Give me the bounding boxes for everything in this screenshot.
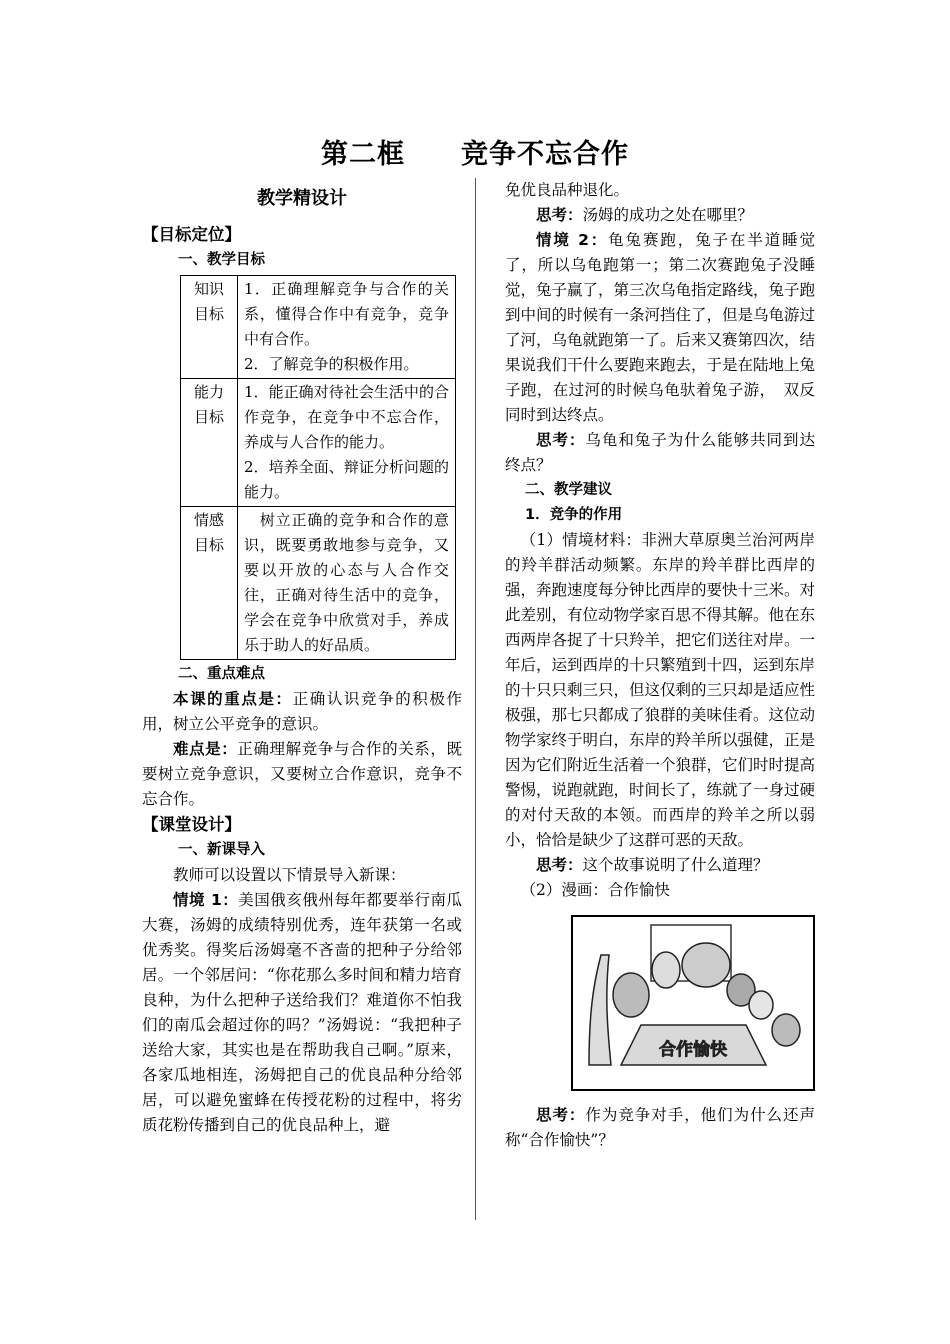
goal-item: 树立正确的竞争和合作的意识，既要勇敢地参与竞争，又要以开放的心态与人合作交往，正确对待生活中的竞争，学会在竞争中欣赏对手，养成乐于助人的好品质。 [244, 511, 449, 654]
cartoon-caption: 合作愉快 [659, 1040, 727, 1060]
key-label: 本课的重点是： [173, 690, 293, 708]
goal-content [238, 379, 456, 507]
think4-text: 作为竞争对手，他们为什么还声称“合作愉快”？ [505, 1106, 815, 1149]
think1-text: 汤姆的成功之处在哪里？ [582, 206, 754, 224]
goal-label: 情感目标 [181, 507, 238, 660]
goal-label: 知识目标 [181, 276, 238, 379]
table-row [181, 379, 456, 507]
table-row [181, 507, 456, 660]
material1-paragraph: （1）情境材料：非洲大草原奥兰治河两岸的羚羊群活动频繁。东岸的羚羊群比西岸的强，奔跑速度每分钟比西岸的要快十三米。对此差别，有位动物学家百思不得其解。他在东西两岸各捉了十只羚羊，把它们送往对岸。一年后，运到西岸的十只繁殖到十四，运到东岸的十只只剩三只，但这仅剩的三只却是适应性极强，那七只都成了狼群的美味佳肴。这位动物学家终于明白，东岸的羚羊所以强健，正是因为它们附近生活着一个狼群，它们时时提高警惕，说跑就跑，时间长了，练就了一身过硬的对付天敌的本领。而西岸的羚羊之所以弱小，恰恰是缺少了这群可恶的天敌。 [505, 531, 816, 849]
title-part1: 第二框 [321, 139, 405, 170]
rabbit-shape [749, 991, 773, 1019]
page-title [0, 132, 950, 171]
think2-label: 思考： [536, 431, 586, 449]
goals-heading: 一、教学目标 [178, 252, 265, 268]
right-column [505, 178, 815, 1153]
goal-item: 2．了解竞争的积极作用。 [244, 355, 419, 373]
key-paragraph [142, 687, 462, 737]
goal-item: 2．培养全面、辩证分析问题的能力。 [244, 458, 449, 501]
goal-item: 1．能正确对待社会生活中的合作竞争，在竞争中不忘合作，养成与人合作的能力。 [244, 383, 449, 451]
think4-paragraph [505, 1103, 815, 1153]
intro-heading: 一、新课导入 [178, 842, 265, 858]
section-class-heading: 【课堂设计】 [142, 815, 241, 834]
advice-heading: 二、教学建议 [525, 482, 612, 498]
intro-text: 教师可以设置以下情景导入新课： [173, 866, 406, 884]
scenario1-paragraph [142, 888, 462, 1138]
goal-item: 1．正确理解竞争与合作的关系，懂得合作中有竞争，竞争中有合作。 [244, 280, 449, 348]
think1-label: 思考： [536, 206, 583, 224]
difficulty-text: 正确理解竞争与合作的关系，既要树立竞争意识，又要树立合作意识，竞争不忘合作。 [142, 740, 462, 808]
goal-label: 能力目标 [181, 379, 238, 507]
material2-paragraph: （2）漫画：合作愉快 [520, 881, 670, 899]
goal-content [238, 276, 456, 379]
zebra-shape [652, 952, 680, 988]
scenario2-label: 情境 2： [536, 231, 609, 249]
scenario1-label: 情境 1： [173, 891, 239, 909]
continued-text: 免优良品种退化。 [505, 181, 630, 199]
elephant-shape [682, 943, 730, 987]
think3-label: 思考： [536, 856, 583, 874]
goat-shape [772, 1014, 800, 1046]
think1-paragraph [505, 203, 815, 228]
key-text: 正确认识竞争的积极作用，树立公平竞争的意识。 [142, 690, 462, 733]
scenario1-text: 美国俄亥俄州每年都要举行南瓜大赛，汤姆的成绩特别优秀，连年获第一名或优秀奖。得奖后汤姆毫不吝啬的把种子分给邻居。一个邻居问：“你花那么多时间和精力培育良种，为什么把种子送给我们？难道你不怕我们的南瓜会超过你的吗？”汤姆说：“我把种子送给大家，其实也是在帮助我自己啊。”原来，各家瓜地相连，汤姆把自己的优良品种分给邻居，可以避免蜜蜂在传授花粉的过程中，将劣质花粉传播到自己的优良品种上，避 [142, 891, 462, 1134]
think2-paragraph [505, 428, 815, 478]
table-row [181, 276, 456, 379]
column-divider [475, 178, 476, 1220]
subtitle: 教学精设计 [257, 188, 347, 209]
title-part2: 竞争不忘合作 [461, 139, 629, 170]
cartoon-illustration [571, 915, 815, 1091]
leopard-shape [613, 973, 649, 1017]
goals-table [180, 275, 456, 660]
goal-content [238, 507, 456, 660]
difficulty-paragraph [142, 737, 462, 812]
think2-text: 乌龟和兔子为什么能够共同到达终点？ [505, 431, 815, 474]
scenario2-text: 龟兔赛跑，兔子在半道睡觉了，所以乌龟跑第一；第二次赛跑兔子没睡觉，兔子赢了，第三次乌龟指定路线，兔子跑到中间的时候有一条河挡住了，但是乌龟游过了河，乌龟就跑第一了。后来又赛第四次，结果说我们干什么要跑来跑去，于是在陆地上兔子跑，在过河的时候乌龟驮着兔子游， 双反同时到达终点。 [505, 231, 816, 424]
think3-paragraph [505, 853, 815, 878]
scenario2-paragraph [505, 228, 815, 428]
think4-label: 思考： [536, 1106, 586, 1124]
left-column [142, 178, 462, 1138]
role-heading: 1．竞争的作用 [525, 507, 623, 523]
section-goals-heading: 【目标定位】 [142, 225, 241, 244]
key-heading: 二、重点难点 [178, 666, 265, 682]
difficulty-label: 难点是： [173, 740, 238, 758]
think3-text: 这个故事说明了什么道理？ [582, 856, 769, 874]
